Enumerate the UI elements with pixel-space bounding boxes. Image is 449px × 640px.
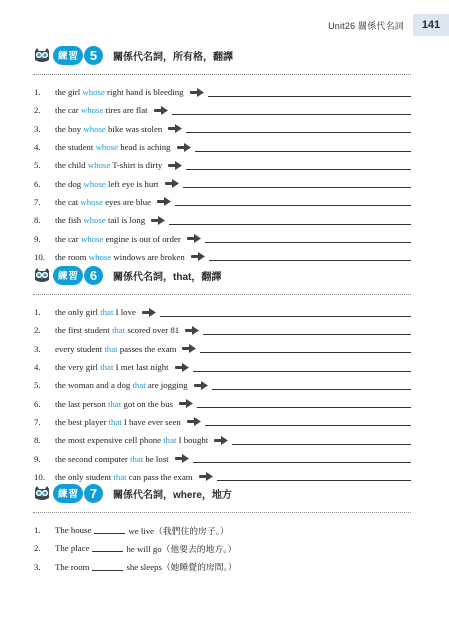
exercise-item	[33, 138, 411, 156]
relative-pronoun: that	[100, 307, 114, 318]
item-text	[55, 417, 181, 427]
relative-pronoun: that	[104, 343, 118, 354]
item-text	[55, 234, 181, 244]
exercise-number: 5	[84, 46, 103, 65]
exercise-list	[33, 303, 411, 486]
item-text-pre: the boy	[55, 123, 84, 134]
item-text-pre: the car	[55, 105, 81, 116]
item-number: 1.	[34, 87, 41, 98]
item-text-post: he will go（他要去的地方。）	[126, 543, 237, 554]
item-text-post: left eye is hurt	[105, 178, 159, 189]
answer-line[interactable]	[186, 161, 411, 170]
item-text-post: engine is out of order	[103, 233, 181, 244]
item-text	[55, 197, 151, 207]
answer-line[interactable]	[205, 417, 411, 426]
exercise-item	[33, 539, 411, 557]
item-text-post: scored over 81	[125, 325, 180, 336]
answer-blank[interactable]	[92, 563, 123, 571]
relative-pronoun: that	[113, 471, 127, 482]
arrow-right-icon	[185, 326, 199, 335]
item-number: 10.	[34, 471, 45, 482]
item-text-post: got on the bus	[121, 398, 174, 409]
exercise-item	[33, 558, 411, 576]
relative-pronoun: whose	[83, 215, 106, 226]
item-text-pre: the only girl	[55, 307, 101, 318]
owl-icon	[33, 47, 51, 64]
item-number: 2.	[34, 105, 41, 116]
exercise-item	[33, 321, 411, 339]
arrow-right-icon	[194, 381, 208, 390]
item-text	[55, 435, 208, 445]
answer-line[interactable]	[205, 234, 411, 243]
exercise-item	[33, 120, 411, 138]
relative-pronoun: whose	[82, 87, 105, 98]
item-number: 5.	[34, 380, 41, 391]
item-text	[55, 307, 136, 317]
item-number: 4.	[34, 142, 41, 153]
exercise-item	[33, 376, 411, 394]
relative-pronoun: whose	[87, 160, 111, 171]
arrow-right-icon	[151, 216, 165, 225]
item-text-pre: the fish	[55, 215, 84, 226]
item-text-pre: the last person	[55, 398, 109, 409]
answer-line[interactable]	[195, 143, 411, 152]
item-text-pre: The place	[55, 543, 90, 554]
arrow-right-icon	[190, 88, 204, 97]
item-text-pre: the only student	[55, 471, 114, 482]
item-number: 6.	[34, 178, 41, 189]
answer-line[interactable]	[175, 197, 411, 206]
arrow-right-icon	[182, 344, 196, 353]
arrow-right-icon	[191, 252, 205, 261]
arrow-right-icon	[142, 308, 156, 317]
arrow-right-icon	[177, 143, 191, 152]
relative-pronoun: that	[108, 398, 122, 409]
item-number: 1.	[34, 525, 41, 536]
exercise-badge-label: 練習	[53, 46, 83, 65]
item-text-post: she sleeps（她睡覺的房間。）	[126, 562, 237, 573]
item-text	[55, 105, 148, 115]
relative-pronoun: whose	[88, 251, 112, 262]
exercise-title: 關係代名詞，that，翻譯	[113, 271, 222, 283]
item-text-post: I bought	[176, 435, 209, 446]
exercise-title: 關係代名詞，where，地方	[113, 489, 232, 501]
answer-line[interactable]	[203, 326, 411, 335]
exercise-item	[33, 229, 411, 247]
exercise-item	[33, 83, 411, 101]
unit-title: Unit26 關係代名詞	[328, 20, 404, 31]
exercise-badge	[53, 46, 103, 65]
exercise-item	[33, 431, 411, 449]
exercise-item	[33, 193, 411, 211]
item-text-post: are jogging	[145, 380, 188, 391]
exercise-item	[33, 101, 411, 119]
relative-pronoun: whose	[83, 123, 106, 134]
exercise-item	[33, 174, 411, 192]
dotted-divider	[33, 74, 411, 75]
answer-line[interactable]	[183, 179, 411, 188]
arrow-right-icon	[157, 197, 171, 206]
item-number: 6.	[34, 398, 41, 409]
item-text-pre: the best player	[55, 416, 109, 427]
answer-line[interactable]	[160, 308, 411, 317]
exercise-list	[33, 83, 411, 266]
relative-pronoun: whose	[80, 105, 104, 116]
exercise-badge	[53, 484, 103, 503]
item-text	[55, 380, 188, 390]
dotted-divider	[33, 512, 411, 513]
exercise-section-7	[33, 480, 411, 576]
exercise-heading	[33, 262, 411, 288]
arrow-right-icon	[154, 106, 168, 115]
item-text-pre: the car	[55, 233, 81, 244]
item-text	[55, 160, 162, 170]
arrow-right-icon	[168, 161, 182, 170]
item-text	[55, 87, 184, 97]
page-number: 141	[421, 19, 441, 31]
arrow-right-icon	[187, 234, 201, 243]
item-text	[55, 124, 162, 134]
item-text-post: T-shirt is dirty	[110, 160, 163, 171]
item-number: 1.	[34, 307, 41, 318]
relative-pronoun: that	[111, 325, 126, 336]
item-text	[55, 325, 179, 335]
item-text-post: bike was stolen	[105, 123, 163, 134]
answer-line[interactable]	[200, 344, 411, 353]
item-number: 5.	[34, 160, 41, 171]
item-text-pre: the girl	[55, 87, 83, 98]
exercise-item	[33, 521, 411, 539]
item-number: 4.	[34, 362, 41, 373]
item-text	[55, 362, 169, 372]
item-text-post: he lost	[143, 453, 169, 464]
item-text-pre: The room	[55, 561, 90, 572]
item-number: 7.	[34, 196, 41, 207]
item-number: 3.	[34, 561, 41, 572]
exercise-item	[33, 394, 411, 412]
relative-pronoun: that	[163, 435, 177, 446]
item-text-post: can pass the exam	[126, 471, 193, 482]
arrow-right-icon	[175, 454, 189, 463]
exercise-item	[33, 449, 411, 467]
answer-line[interactable]	[212, 381, 411, 390]
exercise-list	[33, 521, 411, 576]
item-number: 10.	[34, 251, 45, 262]
owl-icon	[33, 267, 51, 284]
exercise-heading	[33, 480, 411, 506]
relative-pronoun: that	[108, 416, 122, 427]
arrow-right-icon	[179, 399, 193, 408]
exercise-section-5	[33, 42, 411, 266]
page-number-tab	[412, 14, 449, 36]
item-number: 2.	[34, 325, 41, 336]
arrow-right-icon	[165, 179, 179, 188]
item-text	[55, 252, 185, 262]
item-number: 7.	[34, 416, 41, 427]
relative-pronoun: whose	[80, 196, 103, 207]
exercise-item	[33, 340, 411, 358]
arrow-right-icon	[187, 417, 201, 426]
item-number: 3.	[34, 123, 41, 134]
exercise-title: 關係代名詞，所有格，翻譯	[113, 51, 234, 63]
item-text-pre: the first student	[55, 325, 112, 336]
relative-pronoun: that	[132, 380, 146, 391]
answer-line[interactable]	[193, 454, 411, 463]
dotted-divider	[33, 294, 411, 295]
item-number: 3.	[34, 343, 41, 354]
exercise-number: 7	[84, 484, 103, 503]
item-text	[55, 454, 169, 464]
answer-line[interactable]	[186, 124, 411, 133]
answer-line[interactable]	[193, 363, 411, 372]
arrow-right-icon	[168, 124, 182, 133]
relative-pronoun: that	[130, 453, 144, 464]
item-number: 9.	[34, 453, 41, 464]
item-text-post: I love	[113, 307, 136, 318]
item-text	[55, 215, 145, 225]
answer-line[interactable]	[197, 399, 411, 408]
answer-line[interactable]	[172, 106, 411, 115]
relative-pronoun: that	[100, 362, 114, 373]
exercise-heading	[33, 42, 411, 68]
item-text-pre: the room	[55, 251, 89, 262]
answer-line[interactable]	[169, 216, 411, 225]
item-text-pre: the second computer	[55, 453, 130, 464]
answer-blank[interactable]	[94, 526, 125, 534]
exercise-number: 6	[84, 266, 103, 285]
exercise-badge-label: 練習	[53, 266, 83, 285]
item-text-pre: the very girl	[55, 362, 101, 373]
item-text-pre: the most expensive cell phone	[55, 435, 164, 446]
arrow-right-icon	[214, 436, 228, 445]
arrow-right-icon	[175, 363, 189, 372]
item-text-pre: the dog	[55, 178, 84, 189]
item-text-post: I met last night	[113, 362, 169, 373]
answer-line[interactable]	[232, 436, 411, 445]
item-text-post: passes the exam	[117, 343, 177, 354]
item-text-pre: the student	[55, 142, 96, 153]
item-text-post: windows are broken	[111, 251, 185, 262]
item-text-post: tail is long	[105, 215, 146, 226]
page-header	[328, 14, 449, 36]
item-text-pre: the child	[55, 160, 88, 171]
exercise-item	[33, 413, 411, 431]
item-text-post: I have ever seen	[121, 416, 181, 427]
item-text	[55, 142, 171, 152]
item-text	[55, 179, 159, 189]
relative-pronoun: whose	[95, 142, 119, 153]
exercise-section-6	[33, 262, 411, 486]
item-text	[55, 344, 176, 354]
item-text-pre: The house	[55, 525, 92, 536]
exercise-badge	[53, 266, 103, 285]
answer-blank[interactable]	[92, 544, 123, 552]
item-text-post: head is aching	[118, 142, 171, 153]
answer-line[interactable]	[208, 88, 411, 97]
item-text-pre: every student	[55, 343, 105, 354]
item-text-post: right hand is bleeding	[104, 87, 184, 98]
item-number: 9.	[34, 233, 41, 244]
item-number: 8.	[34, 215, 41, 226]
item-text-post: eyes are blue	[102, 196, 152, 207]
exercise-item	[33, 156, 411, 174]
item-text-pre: the woman and a dog	[55, 380, 133, 391]
exercise-item	[33, 211, 411, 229]
item-text	[55, 399, 173, 409]
owl-icon	[33, 485, 51, 502]
exercise-badge-label: 練習	[53, 484, 83, 503]
item-text-post: tires are flat	[103, 105, 148, 116]
item-text-post: we live（我們住的房子。）	[128, 525, 229, 536]
exercise-item	[33, 303, 411, 321]
relative-pronoun: whose	[80, 233, 104, 244]
answer-line[interactable]	[209, 252, 411, 261]
exercise-item	[33, 358, 411, 376]
item-number: 2.	[34, 543, 41, 554]
item-text-pre: the cat	[55, 196, 81, 207]
relative-pronoun: whose	[83, 178, 106, 189]
item-number: 8.	[34, 435, 41, 446]
